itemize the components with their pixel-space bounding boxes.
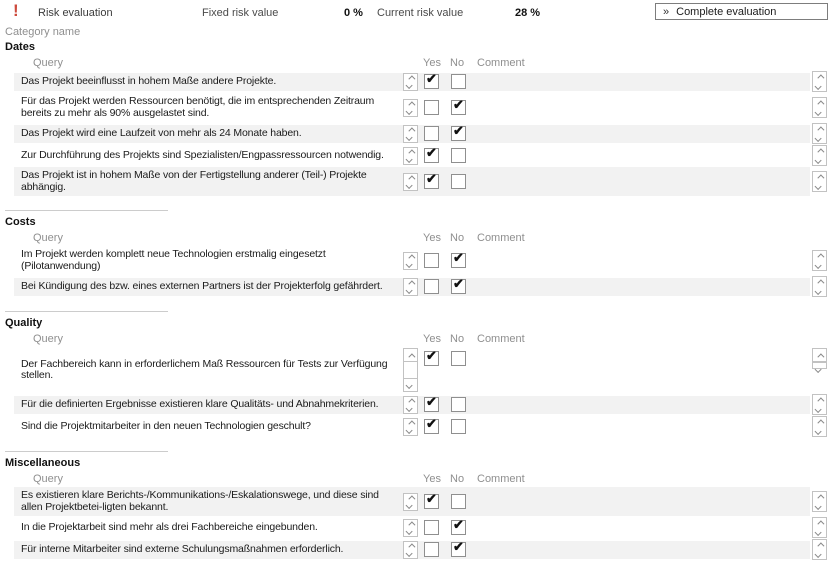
comment-spinner-wrap bbox=[812, 539, 828, 560]
query-row bbox=[14, 396, 810, 414]
category-name-label: Category name bbox=[5, 26, 81, 38]
comment-spinner-up-icon[interactable] bbox=[813, 72, 826, 82]
comment-spinner-up-icon[interactable] bbox=[813, 172, 826, 182]
fixed-risk-value: 0 % bbox=[344, 7, 363, 19]
yes-cell bbox=[419, 542, 446, 557]
no-checkbox[interactable] bbox=[451, 148, 466, 163]
spinner-up-icon[interactable] bbox=[404, 74, 417, 82]
comment-spinner-down-icon[interactable] bbox=[813, 108, 826, 118]
comment-spinner-down-icon[interactable] bbox=[813, 550, 826, 560]
query-column-label: Query bbox=[33, 473, 63, 485]
yes-cell bbox=[419, 148, 446, 163]
section-divider bbox=[5, 311, 168, 312]
no-cell bbox=[446, 351, 473, 366]
no-checkbox[interactable] bbox=[451, 253, 466, 268]
spinner-down-icon[interactable] bbox=[404, 108, 417, 116]
yes-cell bbox=[419, 126, 446, 141]
query-row-line bbox=[14, 246, 828, 275]
comment-spinner-wrap bbox=[812, 123, 828, 144]
query-row-line bbox=[14, 347, 828, 393]
comment-spinner[interactable] bbox=[812, 123, 827, 144]
section-divider bbox=[5, 210, 168, 211]
yes-cell bbox=[419, 351, 446, 366]
comment-spinner-up-icon[interactable] bbox=[813, 395, 826, 405]
yes-cell bbox=[419, 279, 446, 294]
query-row bbox=[14, 147, 810, 165]
section-title: Miscellaneous bbox=[5, 457, 81, 469]
weight-spinner[interactable] bbox=[403, 252, 418, 270]
comment-field[interactable] bbox=[473, 125, 810, 143]
spinner-down-icon[interactable] bbox=[404, 427, 417, 435]
spinner-up-icon[interactable] bbox=[404, 494, 417, 502]
no-column-label: No bbox=[450, 473, 465, 485]
weight-spinner[interactable] bbox=[403, 348, 418, 392]
comment-field[interactable] bbox=[473, 347, 810, 393]
query-row-line bbox=[14, 71, 828, 92]
comment-spinner-down-icon[interactable] bbox=[813, 427, 826, 437]
no-cell bbox=[446, 520, 473, 535]
no-checkbox[interactable] bbox=[451, 126, 466, 141]
no-checkbox[interactable] bbox=[451, 74, 466, 89]
query-text: Für die definierten Ergebnisse existieren klare Qualitäts- und Abnahmekriterien. bbox=[21, 397, 379, 410]
comment-spinner[interactable] bbox=[812, 71, 827, 92]
query-row bbox=[14, 73, 810, 91]
weight-spinner[interactable] bbox=[403, 173, 418, 191]
query-row-line bbox=[14, 123, 828, 144]
query-text: Für das Projekt werden Ressourcen benötigt, die im entsprechenden Zeitraum bereits zu mehr als 90% ausgelastet sind. bbox=[21, 95, 375, 119]
comment-spinner-down-icon[interactable] bbox=[813, 261, 826, 271]
no-checkbox[interactable] bbox=[451, 100, 466, 115]
weight-spinner[interactable] bbox=[403, 519, 418, 537]
comment-spinner-down-icon[interactable] bbox=[813, 182, 826, 192]
comment-spinner-up-icon[interactable] bbox=[813, 349, 826, 362]
yes-column-label: Yes bbox=[423, 57, 441, 69]
query-text: Es existieren klare Berichts-/Kommunikations-/Eskalationswege, und diese sind allen Projektbetei-ligten bekannt. bbox=[21, 489, 379, 513]
yes-cell bbox=[419, 397, 446, 412]
comment-field[interactable] bbox=[473, 418, 810, 436]
comment-field[interactable] bbox=[473, 278, 810, 296]
comment-spinner[interactable] bbox=[812, 416, 827, 437]
spinner-down-icon[interactable] bbox=[404, 405, 417, 413]
yes-checkbox[interactable] bbox=[424, 542, 439, 557]
spinner-down-icon[interactable] bbox=[404, 378, 417, 391]
no-cell bbox=[446, 542, 473, 557]
yes-checkbox[interactable] bbox=[424, 253, 439, 268]
comment-field[interactable] bbox=[473, 246, 810, 275]
query-text: Das Projekt beeinflusst in hohem Maße andere Projekte. bbox=[21, 74, 277, 87]
yes-checkbox[interactable] bbox=[424, 351, 439, 366]
yes-checkbox[interactable] bbox=[424, 126, 439, 141]
weight-spinner[interactable] bbox=[403, 73, 418, 91]
query-row bbox=[14, 519, 810, 537]
section-title: Quality bbox=[5, 317, 43, 329]
query-row-line bbox=[14, 539, 828, 560]
comment-spinner-down-icon[interactable] bbox=[813, 156, 826, 166]
comment-spinner-up-icon[interactable] bbox=[813, 277, 826, 287]
spinner-up-icon[interactable] bbox=[404, 253, 417, 261]
spinner-down-icon[interactable] bbox=[404, 134, 417, 142]
query-row-line bbox=[14, 276, 828, 297]
yes-cell bbox=[419, 253, 446, 268]
query-text: Der Fachbereich kann in erforderlichem Maß Ressourcen für Tests zur Verfügung stellen. bbox=[21, 357, 388, 381]
query-column-label: Query bbox=[33, 232, 63, 244]
spinner-up-icon[interactable] bbox=[404, 100, 417, 108]
weight-spinner[interactable] bbox=[403, 99, 418, 117]
comment-column-label: Comment bbox=[477, 57, 525, 69]
no-cell bbox=[446, 126, 473, 141]
query-row-line bbox=[14, 93, 828, 122]
section-title: Costs bbox=[5, 216, 36, 228]
fixed-risk-label: Fixed risk value bbox=[202, 7, 279, 19]
spinner-down-icon[interactable] bbox=[404, 287, 417, 295]
yes-checkbox[interactable] bbox=[424, 397, 439, 412]
comment-spinner-up-icon[interactable] bbox=[813, 251, 826, 261]
comment-column-label: Comment bbox=[477, 232, 525, 244]
comment-spinner-up-icon[interactable] bbox=[813, 124, 826, 134]
comment-spinner[interactable] bbox=[812, 276, 827, 297]
no-cell bbox=[446, 74, 473, 89]
weight-spinner[interactable] bbox=[403, 541, 418, 559]
comment-field[interactable] bbox=[473, 147, 810, 165]
no-checkbox[interactable] bbox=[451, 520, 466, 535]
no-column-label: No bbox=[450, 232, 465, 244]
query-row bbox=[14, 93, 810, 122]
spinner-down-icon[interactable] bbox=[404, 156, 417, 164]
query-row bbox=[14, 541, 810, 559]
comment-field[interactable] bbox=[473, 519, 810, 537]
section-miscellaneous bbox=[0, 451, 831, 560]
comment-column-label: Comment bbox=[477, 333, 525, 345]
spinner-up-icon[interactable] bbox=[404, 397, 417, 405]
no-checkbox[interactable] bbox=[451, 397, 466, 412]
current-risk-value: 28 % bbox=[515, 7, 541, 19]
spinner-up-icon[interactable] bbox=[404, 126, 417, 134]
spinner-track[interactable] bbox=[404, 362, 417, 378]
section-costs bbox=[0, 210, 831, 297]
query-row bbox=[14, 418, 810, 436]
query-column-label: Query bbox=[33, 333, 63, 345]
comment-spinner-down-icon[interactable] bbox=[813, 362, 826, 375]
yes-cell bbox=[419, 520, 446, 535]
double-chevron-icon: » bbox=[663, 5, 670, 18]
yes-checkbox[interactable] bbox=[424, 174, 439, 189]
comment-spinner-down-icon[interactable] bbox=[813, 287, 826, 297]
comment-spinner-up-icon[interactable] bbox=[813, 518, 826, 528]
comment-field[interactable] bbox=[473, 396, 810, 414]
comment-spinner-wrap bbox=[812, 250, 828, 271]
comment-spinner-down-icon[interactable] bbox=[813, 405, 826, 415]
query-text: Bei Kündigung des bzw. eines externen Partners ist der Projekterfolg gefährdert. bbox=[21, 279, 383, 292]
no-cell bbox=[446, 279, 473, 294]
query-column-label: Query bbox=[33, 57, 63, 69]
no-checkbox[interactable] bbox=[451, 542, 466, 557]
query-text: Das Projekt ist in hohem Maße von der Fertigstellung anderer (Teil-) Projekte abhängig. bbox=[21, 169, 367, 193]
comment-spinner[interactable] bbox=[812, 539, 827, 560]
comment-field[interactable] bbox=[473, 73, 810, 91]
comment-spinner-down-icon[interactable] bbox=[813, 502, 826, 512]
comment-spinner-down-icon[interactable] bbox=[813, 82, 826, 92]
yes-checkbox[interactable] bbox=[424, 100, 439, 115]
weight-spinner[interactable] bbox=[403, 125, 418, 143]
section-quality bbox=[0, 311, 831, 437]
weight-spinner[interactable] bbox=[403, 396, 418, 414]
query-text: Zur Durchführung des Projekts sind Spezialisten/Engpassressourcen notwendig. bbox=[21, 148, 384, 161]
query-row-line bbox=[14, 394, 828, 415]
comment-spinner-wrap bbox=[812, 171, 828, 192]
query-row bbox=[14, 125, 810, 143]
query-row bbox=[14, 167, 810, 196]
no-column-label: No bbox=[450, 333, 465, 345]
column-header bbox=[14, 333, 828, 345]
spinner-up-icon[interactable] bbox=[404, 520, 417, 528]
yes-column-label: Yes bbox=[423, 333, 441, 345]
query-row-line bbox=[14, 487, 828, 516]
comment-spinner[interactable] bbox=[812, 171, 827, 192]
section-rows bbox=[14, 71, 828, 196]
comment-field[interactable] bbox=[473, 93, 810, 122]
comment-field[interactable] bbox=[473, 167, 810, 196]
yes-cell bbox=[419, 419, 446, 434]
comment-spinner-up-icon[interactable] bbox=[813, 98, 826, 108]
yes-cell bbox=[419, 174, 446, 189]
weight-spinner[interactable] bbox=[403, 278, 418, 296]
yes-cell bbox=[419, 74, 446, 89]
comment-spinner[interactable] bbox=[812, 97, 827, 118]
query-text: Für interne Mitarbeiter sind externe Schulungsmaßnahmen erforderlich. bbox=[21, 542, 344, 555]
spinner-down-icon[interactable] bbox=[404, 182, 417, 190]
no-cell bbox=[446, 419, 473, 434]
query-row bbox=[14, 347, 810, 393]
yes-checkbox[interactable] bbox=[424, 148, 439, 163]
header-bar bbox=[0, 0, 831, 24]
spinner-down-icon[interactable] bbox=[404, 528, 417, 536]
section-rows bbox=[14, 487, 828, 560]
comment-spinner[interactable] bbox=[812, 250, 827, 271]
no-checkbox[interactable] bbox=[451, 494, 466, 509]
query-row-line bbox=[14, 145, 828, 166]
no-checkbox[interactable] bbox=[451, 279, 466, 294]
section-dates bbox=[0, 41, 831, 196]
no-cell bbox=[446, 494, 473, 509]
comment-spinner-up-icon[interactable] bbox=[813, 146, 826, 156]
page-title: Risk evaluation bbox=[38, 7, 113, 19]
evaluation-form bbox=[0, 40, 831, 561]
query-text: Das Projekt wird eine Laufzeit von mehr als 24 Monate haben. bbox=[21, 126, 302, 139]
comment-spinner-wrap bbox=[812, 71, 828, 92]
yes-column-label: Yes bbox=[423, 473, 441, 485]
comment-spinner-wrap bbox=[812, 517, 828, 538]
comment-field[interactable] bbox=[473, 487, 810, 516]
comment-spinner[interactable] bbox=[812, 145, 827, 166]
section-rows bbox=[14, 347, 828, 437]
spinner-up-icon[interactable] bbox=[404, 279, 417, 287]
comment-spinner[interactable] bbox=[812, 348, 827, 369]
comment-spinner[interactable] bbox=[812, 517, 827, 538]
comment-spinner-wrap bbox=[812, 276, 828, 297]
weight-spinner[interactable] bbox=[403, 493, 418, 511]
yes-checkbox[interactable] bbox=[424, 419, 439, 434]
query-row-line bbox=[14, 416, 828, 437]
comment-spinner-down-icon[interactable] bbox=[813, 528, 826, 538]
comment-spinner-wrap bbox=[812, 394, 828, 415]
comment-spinner-wrap bbox=[812, 97, 828, 118]
yes-checkbox[interactable] bbox=[424, 279, 439, 294]
column-header bbox=[14, 473, 828, 485]
yes-checkbox[interactable] bbox=[424, 494, 439, 509]
risk-alert-icon: ! bbox=[13, 1, 19, 20]
yes-checkbox[interactable] bbox=[424, 520, 439, 535]
query-row-line bbox=[14, 517, 828, 538]
section-divider bbox=[5, 451, 168, 452]
comment-spinner-up-icon[interactable] bbox=[813, 417, 826, 427]
spinner-down-icon[interactable] bbox=[404, 82, 417, 90]
no-cell bbox=[446, 100, 473, 115]
no-cell bbox=[446, 148, 473, 163]
comment-spinner-up-icon[interactable] bbox=[813, 540, 826, 550]
query-text: Sind die Projektmitarbeiter in den neuen Technologien geschult? bbox=[21, 419, 311, 432]
query-row bbox=[14, 246, 810, 275]
current-risk-label: Current risk value bbox=[377, 7, 464, 19]
spinner-down-icon[interactable] bbox=[404, 550, 417, 558]
query-text: In die Projektarbeit sind mehr als drei Fachbereiche eingebunden. bbox=[21, 520, 318, 533]
spinner-up-icon[interactable] bbox=[404, 148, 417, 156]
comment-spinner[interactable] bbox=[812, 491, 827, 512]
query-row-line bbox=[14, 167, 828, 196]
no-column-label: No bbox=[450, 57, 465, 69]
spinner-up-icon[interactable] bbox=[404, 542, 417, 550]
yes-cell bbox=[419, 100, 446, 115]
spinner-up-icon[interactable] bbox=[404, 349, 417, 362]
column-header bbox=[14, 57, 828, 69]
query-row bbox=[14, 487, 810, 516]
no-checkbox[interactable] bbox=[451, 351, 466, 366]
spinner-up-icon[interactable] bbox=[404, 174, 417, 182]
column-header bbox=[14, 232, 828, 244]
complete-evaluation-label: Complete evaluation bbox=[676, 5, 777, 18]
comment-spinner-up-icon[interactable] bbox=[813, 492, 826, 502]
comment-spinner-wrap bbox=[812, 491, 828, 512]
spinner-down-icon[interactable] bbox=[404, 502, 417, 510]
weight-spinner[interactable] bbox=[403, 147, 418, 165]
no-cell bbox=[446, 397, 473, 412]
complete-evaluation-button[interactable] bbox=[655, 3, 828, 20]
yes-column-label: Yes bbox=[423, 232, 441, 244]
no-checkbox[interactable] bbox=[451, 174, 466, 189]
comment-spinner-wrap bbox=[812, 145, 828, 166]
spinner-up-icon[interactable] bbox=[404, 419, 417, 427]
query-row bbox=[14, 278, 810, 296]
comment-spinner[interactable] bbox=[812, 394, 827, 415]
section-title: Dates bbox=[5, 41, 35, 53]
comment-column-label: Comment bbox=[477, 473, 525, 485]
comment-spinner-down-icon[interactable] bbox=[813, 134, 826, 144]
section-rows bbox=[14, 246, 828, 297]
yes-cell bbox=[419, 494, 446, 509]
no-cell bbox=[446, 174, 473, 189]
yes-checkbox[interactable] bbox=[424, 74, 439, 89]
comment-spinner-wrap bbox=[812, 348, 828, 369]
spinner-down-icon[interactable] bbox=[404, 261, 417, 269]
no-cell bbox=[446, 253, 473, 268]
weight-spinner[interactable] bbox=[403, 418, 418, 436]
comment-spinner-wrap bbox=[812, 416, 828, 437]
query-text: Im Projekt werden komplett neue Technologien erstmalig eingesetzt (Pilotanwendung) bbox=[21, 248, 326, 272]
no-checkbox[interactable] bbox=[451, 419, 466, 434]
comment-field[interactable] bbox=[473, 541, 810, 559]
